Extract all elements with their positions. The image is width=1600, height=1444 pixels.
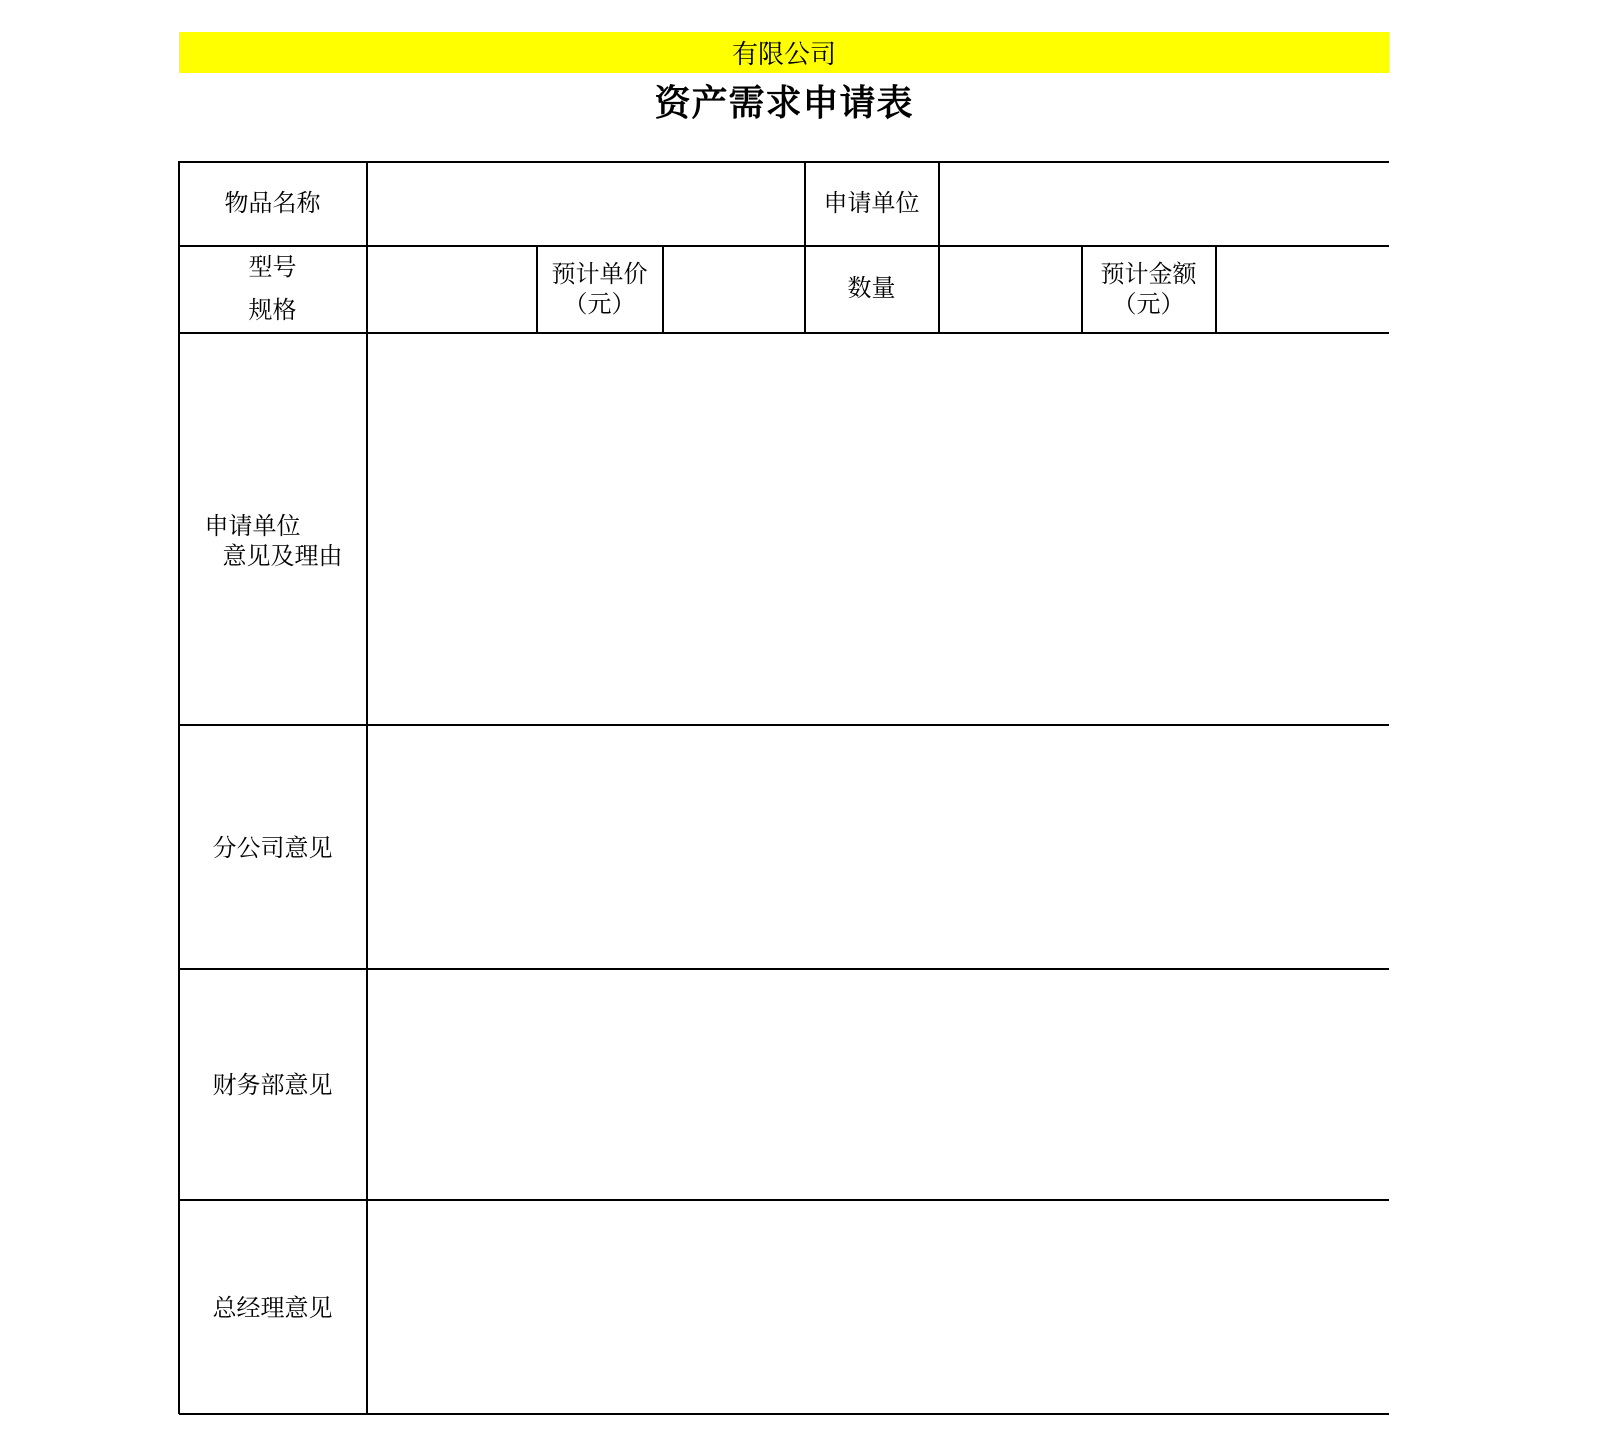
quantity-field[interactable] [940,246,1081,332]
unit-price-unit: （元） [563,290,636,318]
amount-label [1082,246,1215,332]
page-title: 资产需求申请表 [654,82,914,124]
company-name-banner: 有限公司 [179,32,1389,73]
unit-price-label-text: 预计单价 [551,260,648,288]
amount-unit: （元） [1112,290,1185,318]
model-spec-label [179,246,366,332]
model-label: 型号 [248,252,297,281]
quantity-label: 数量 [847,274,896,303]
unit-price-field[interactable] [664,246,804,332]
model-spec-field[interactable] [368,246,536,332]
item-name-label: 物品名称 [224,188,321,217]
applicant-opinion-field[interactable] [368,333,1389,724]
amount-field[interactable] [1217,246,1389,332]
item-name-field[interactable] [368,162,804,245]
applicant-opinion-line1: 申请单位 [204,511,301,540]
unit-price-label [537,246,662,332]
gm-opinion-field[interactable] [368,1200,1389,1413]
applicant-unit-field[interactable] [940,162,1389,245]
finance-opinion-field[interactable] [368,969,1389,1199]
amount-label-text: 预计金额 [1100,260,1197,288]
applicant-unit-label: 申请单位 [823,188,920,217]
applicant-opinion-label [179,333,366,724]
branch-opinion-field[interactable] [368,725,1389,968]
spec-label: 规格 [248,296,297,324]
applicant-opinion-line2: 意见及理由 [222,541,343,570]
gm-opinion-label: 总经理意见 [212,1293,333,1322]
finance-opinion-label: 财务部意见 [212,1071,333,1100]
branch-opinion-label: 分公司意见 [212,833,333,862]
